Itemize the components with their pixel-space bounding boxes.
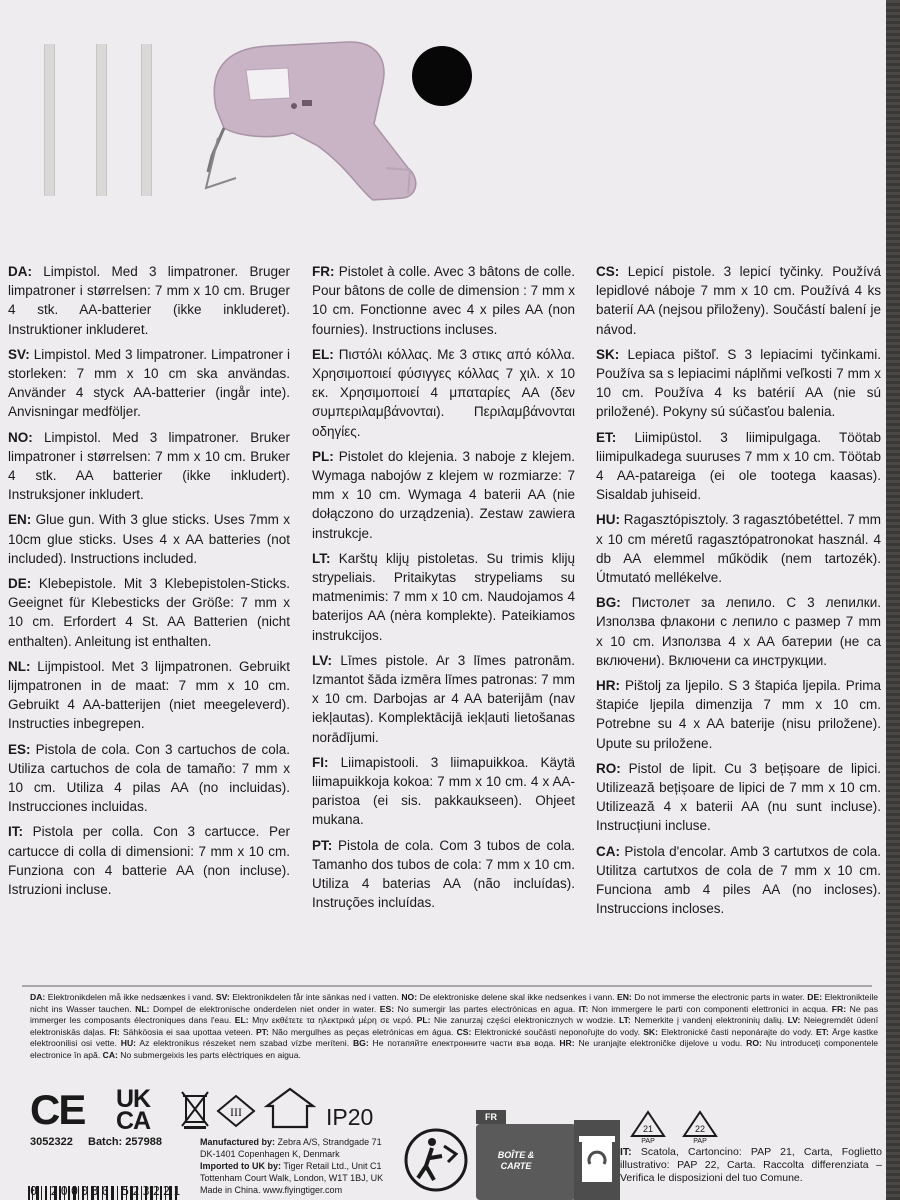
notice-text: Не потапяйте електронните части във вода. [372,1038,556,1049]
description-text: Pistola de cola. Con 3 cartuchos de cola. Utiliza cartuchos de cola de tamaño: 7 mm x 10 cm. Utiliza 4 pilas AA (no incluidas). Instrucciones incluidas. [8,741,290,815]
description-text: Πιστόλι κόλλας. Με 3 στικς από κόλλα. Χρησιμοποιεί φύσιγγες κόλλας 7 χιλ. x 10 εκ. Χρησιμοποιεί 4 μπαταρίες AA (δεν συμπεριλαμβάνονται). Περιλαμβάνονται οδηγίες. [312,346,575,439]
ukca-top: UK [116,1085,151,1113]
sku-number: 3052322 [30,1136,73,1148]
description-entry [596,676,881,753]
description-entry [8,262,290,339]
language-code: LV: [312,652,332,668]
batch-number: Batch: 257988 [88,1136,162,1148]
it-code: IT: [620,1146,632,1158]
description-entry [596,345,881,422]
notice-language-code: NO: [401,992,418,1002]
notice-language-code: EL: [234,1015,249,1026]
importer-label: Imported to UK by: [200,1161,281,1171]
notice-text: Nemerkite į vandenį elektroninių dalių. [634,1015,785,1026]
description-entry [8,740,290,817]
description-text: Pistola de cola. Com 3 tubos de cola. Tamanho dos tubos de cola: 7 mm x 10 cm. Utiliza 4 baterias AA (não incluídas). Instruções incluídas. [312,837,575,911]
notice-language-code: DA: [30,992,46,1002]
ip-rating: IP20 [326,1104,374,1130]
notice-language-code: NL: [135,1003,150,1014]
description-text: Lepicí pistole. 3 lepicí tyčinky. Používá lepidlové náboje 7 mm x 10 cm. Používá 4 ks baterií AA (nejsou přiloženy). Součástí balení je návod. [596,264,881,337]
divider [22,985,872,987]
description-text: Glue gun. With 3 glue sticks. Uses 7mm x 10cm glue sticks. Uses 4 x AA batteries (not included). Instructions included. [8,512,290,566]
description-entry [8,428,290,505]
description-entry [596,759,881,836]
language-code: EL: [312,346,334,362]
pap22-number: 22 [694,1124,706,1134]
description-text: Ragasztópisztoly. 3 ragasztóbetéttel. 7 mm x 10 cm méretű ragasztópatronokat használ. 4 db AA elemmel működik (nem tartozék). Útmutató mellékelve. [596,512,881,586]
description-entry [8,822,290,899]
notice-language-code: FI: [109,1026,120,1037]
description-entry [312,651,575,747]
language-code: DE: [8,576,32,592]
description-entry [8,574,290,651]
description-text: Pištolj za ljepilo. S 3 štapića ljepila. Prima štapiće ljepila dimenzija 7 mm x 10 cm. Potrebne su 4 x AA baterije (nisu priložene). Upute su priložene. [596,678,881,751]
notice-text: Elektronikteile nicht ins Wasser tauchen. [30,992,879,1014]
language-code: EN: [8,512,32,528]
notice-language-code: ES: [379,1003,395,1014]
recycling-bin-icon [574,1120,620,1200]
description-entry [8,510,290,568]
manufacturer-text: Zebra A/S, Strandgade 71 DK-1401 Copenhagen K, Denmark [200,1137,382,1159]
class-iii-label: III [230,1105,242,1119]
notice-text: Do not immerse the electronic parts in water. [634,992,805,1002]
fr-box-label: BOÎTE & CARTE [497,1150,535,1171]
hang-hole [412,46,472,106]
manufacturer-label: Manufactured by: [200,1137,276,1147]
fr-recycling-tab: FR [476,1110,506,1124]
notice-text: Ne uranjajte elektroničke dijelove u vodu. [578,1038,743,1049]
language-code: LT: [312,550,331,566]
language-code: RO: [596,760,621,776]
notice-text: Ne pas immerger les composants électroniques dans l'eau. [30,1003,879,1026]
notice-text: Μην εκθέτετε τα ηλεκτρικά μέρη σε νερό. [252,1015,414,1026]
notice-language-code: EN: [616,992,632,1002]
notice-language-code: PT: [255,1026,269,1037]
triman-icon [404,1126,468,1196]
notice-text: Ärge kastke elektroonilisi osi vette. [30,1026,879,1049]
notice-language-code: CA: [102,1049,118,1060]
notice-text: No submergeixis les parts elèctriques en aigua. [120,1049,301,1060]
description-entry [312,753,575,830]
description-text: Пистолет за лепило. С 3 лепилки. Използва флакони с лепило с размер 7 mm x 10 cm. Използва 4 x AA батерии (не са включени). Включени са инструкции. [596,595,881,668]
notice-text: Nu introduceți componentele electronice în apă. [30,1038,879,1060]
description-entry [8,345,290,422]
description-column-2 [312,262,575,919]
language-code: DA: [8,264,32,279]
importer-text: Tiger Retail Ltd., Unit C1 Tottenham Court Walk, London, W1T 1BJ, UK [200,1161,384,1183]
description-entry [596,428,881,505]
description-text: Pistolet à colle. Avec 3 bâtons de colle. Pour bâtons de colle de dimension : 7 mm x 10 cm. Fonctionne avec 4 x piles AA (non fournies). Instructions incluses. [312,264,575,337]
glue-stick-image [141,44,152,196]
notice-language-code: SV: [215,992,230,1002]
indoor-use-house-icon [264,1086,316,1130]
notice-text: Nie zanurzaj części elektronicznych w wodzie. [434,1015,616,1026]
class-iii-icon [216,1094,256,1128]
description-entry [312,836,575,913]
pap22-label: PAP [693,1138,707,1144]
glue-gun-image [198,28,438,208]
pap21-label: PAP [641,1138,655,1144]
description-entry [596,842,881,919]
description-text: Limpistol. Med 3 limpatroner. Bruger limpatroner i størrelsen: 7 mm x 10 cm. Bruger 4 stk. AA-batterier (ikke inkluderet). Instruktioner inkluderet. [8,264,290,337]
language-code: PT: [312,837,333,853]
notice-text: Sähköosia ei saa upottaa veteen. [122,1026,253,1037]
description-entry [312,447,575,543]
language-code: FI: [312,754,329,770]
pap21-number: 21 [642,1124,654,1134]
notice-text: Dompel de elektronische onderdelen niet onder in water. [153,1003,377,1014]
description-text: Limpistol. Med 3 limpatroner. Limpatroner i storleken: 7 mm x 10 cm ska användas. Använder 4 styck AA-batterier (ingår inte). Anvisningar medföljer. [8,346,290,420]
ce-mark-icon: CE [30,1086,85,1133]
notice-language-code: BG: [352,1038,369,1049]
description-text: Pistola d'encolar. Amb 3 cartutxos de cola. Utilitza cartutxos de cola de 7 mm x 10 cm. Funciona amb 4 piles AA (no incloses). Instruccions incloses. [596,843,881,917]
language-code: HU: [596,512,620,528]
description-entry [596,262,881,339]
language-code: ET: [596,429,617,445]
language-code: CS: [596,264,620,279]
notice-text: Elektronické časti neponárajte do vody. [661,1026,813,1037]
notice-text: Az elektronikus részeket nem szabad vízbe meríteni. [139,1038,350,1049]
language-code: NL: [8,658,31,674]
language-code: FR: [312,264,335,279]
notice-text: No sumergir las partes electrónicas en agua. [397,1003,576,1014]
glue-stick-image [44,44,55,196]
notice-language-code: HR: [559,1038,575,1049]
description-text: Lepiaca pištoľ. S 3 lepiacimi tyčinkami. Používa sa s lepiacimi náplňmi veľkosti 7 mm x 10 cm. Používa 4 ks batérií AA (nie sú priložené). Pokyny sú súčasťou balenia. [596,346,881,420]
language-code: BG: [596,595,621,611]
language-code: CA: [596,843,620,859]
glue-stick-image [96,44,107,196]
background-surface [886,0,900,1200]
description-entry [312,262,575,339]
notice-language-code: HU: [120,1038,137,1049]
description-entry [312,345,575,441]
description-entry [596,510,881,587]
water-warning-notice [30,992,878,1062]
language-code: SV: [8,346,30,362]
notice-language-code: SK: [643,1026,658,1037]
description-text: Pistolet do klejenia. 3 naboje z klejem. Wymaga nabojów z klejem w rozmiarze: 7 mm x 10 cm. Wymaga 4 baterii AA (nie dołączono do urządzenia). Zestaw zawiera instrukcje. [312,448,575,541]
notice-language-code: LT: [619,1015,631,1026]
notice-language-code: LV: [787,1015,801,1026]
language-code: NO: [8,429,33,445]
pap21-recycle-icon [628,1110,668,1144]
made-in-text: Made in China. www.flyingtiger.com [200,1185,343,1195]
description-text: Pistol de lipit. Cu 3 bețișoare de lipici. Utilizează bețișoare de lipici de 7 mm x 10 cm. Utilizează 4 x baterii AA (nu sunt incluse). Instrucțiuni incluse. [596,760,881,834]
notice-text: Elektronikdelen må ikke nedsænkes i vand. [47,992,214,1002]
notice-text: Neiegremdēt ūdenī elektroniskās daļas. [30,1015,879,1037]
language-code: ES: [8,741,31,757]
description-column-1 [8,262,290,905]
notice-language-code: RO: [746,1038,762,1049]
description-text: Limpistol. Med 3 limpatroner. Bruker limpatroner i størrelsen: 7 mm x 10 cm. Bruker 4 stk. AA batterier (ikke inkludert). Instruksjoner inkludert. [8,429,290,503]
language-code: IT: [8,824,23,840]
notice-text: Elektronické součásti neponořujte do vody. [474,1026,641,1037]
description-text: Karštų klijų pistoletas. Su trimis klijų strypeliais. Pritaikytas strypeliams su matmenimis: 7 mm x 10 cm. Naudojamos 4 baterijos AA (nėra komplekte). Pateikiamos instrukcijos. [312,550,575,643]
barcode-number: 0 200030 523221 [30,1184,184,1198]
italy-recycling-text [620,1146,882,1185]
weee-bin-icon [180,1088,210,1130]
ukca-mark-icon [116,1085,172,1135]
language-code: HR: [596,678,620,694]
description-text: Pistola per colla. Con 3 cartucce. Per cartucce di colla di dimensioni: 7 mm x 10 cm. Funziona con 4 batterie AA (non incluse). Istruzioni incluse. [8,824,290,898]
notice-language-code: FR: [831,1003,847,1014]
ukca-bottom: CA [116,1107,151,1135]
description-text: Klebepistole. Mit 3 Klebepistolen-Sticks. Geeignet für Klebesticks der Größe: 7 mm x 10 cm. Erfordert 4 St. AA Batterien (nicht enthalten). Anleitung ist enthalten. [8,576,290,649]
notice-text: De elektroniske delene skal ikke nedsenkes i vann. [419,992,615,1002]
description-text: Līmes pistole. Ar 3 līmes patronām. Izmantot šāda izmēra līmes patronas: 7 mm x 10 cm. Darbojas ar 4 AA baterijām (nav iekļautas). Komplektācijā iekļauti lietošanas norādījumi. [312,652,575,745]
language-code: PL: [312,448,334,464]
pap22-recycle-icon [680,1110,720,1144]
description-entry [8,657,290,734]
description-entry [312,549,575,645]
notice-language-code: PL: [416,1015,431,1026]
notice-language-code: CS: [456,1026,472,1037]
description-column-3 [596,262,881,925]
description-text: Liimapistooli. 3 liimapuikkoa. Käytä liimapuikkoja kokoa: 7 mm x 10 cm. 4 x AA-paristoa (ei sis. pakkaukseen). Ohjeet mukana. [312,754,575,828]
description-text: Lijmpistool. Met 3 lijmpatronen. Gebruikt lijmpatronen in de maat: 7 mm x 10 cm. Gebruikt 4 AA-batterijen (niet meegeleverd). Instructies inbegrepen. [8,658,290,732]
language-code: SK: [596,346,620,362]
notice-language-code: ET: [815,1026,829,1037]
it-text-body: Scatola, Cartoncino: PAP 21, Carta, Foglietto illustrativo: PAP 22, Carta. Raccolta differenziata – Verifica le disposizioni del tuo Comune. [620,1146,882,1184]
description-text: Liimipüstol. 3 liimipulgaga. Töötab liimipulkadega suuruses 7 mm x 10 cm. Töötab 4 AA-patareiga (ei ole tootega kaasas). Sisaldab juhiseid. [596,429,881,503]
notice-language-code: DE: [807,992,823,1002]
manufacturer-info [200,1136,392,1196]
notice-text: Não mergulhes as peças eletrónicas em água. [271,1026,454,1037]
notice-language-code: IT: [578,1003,589,1014]
notice-text: Non immergere le parti con componenti elettronici in acqua. [591,1003,829,1014]
notice-text: Elektronikdelen får inte sänkas ned i vatten. [232,992,399,1002]
description-entry [596,593,881,670]
